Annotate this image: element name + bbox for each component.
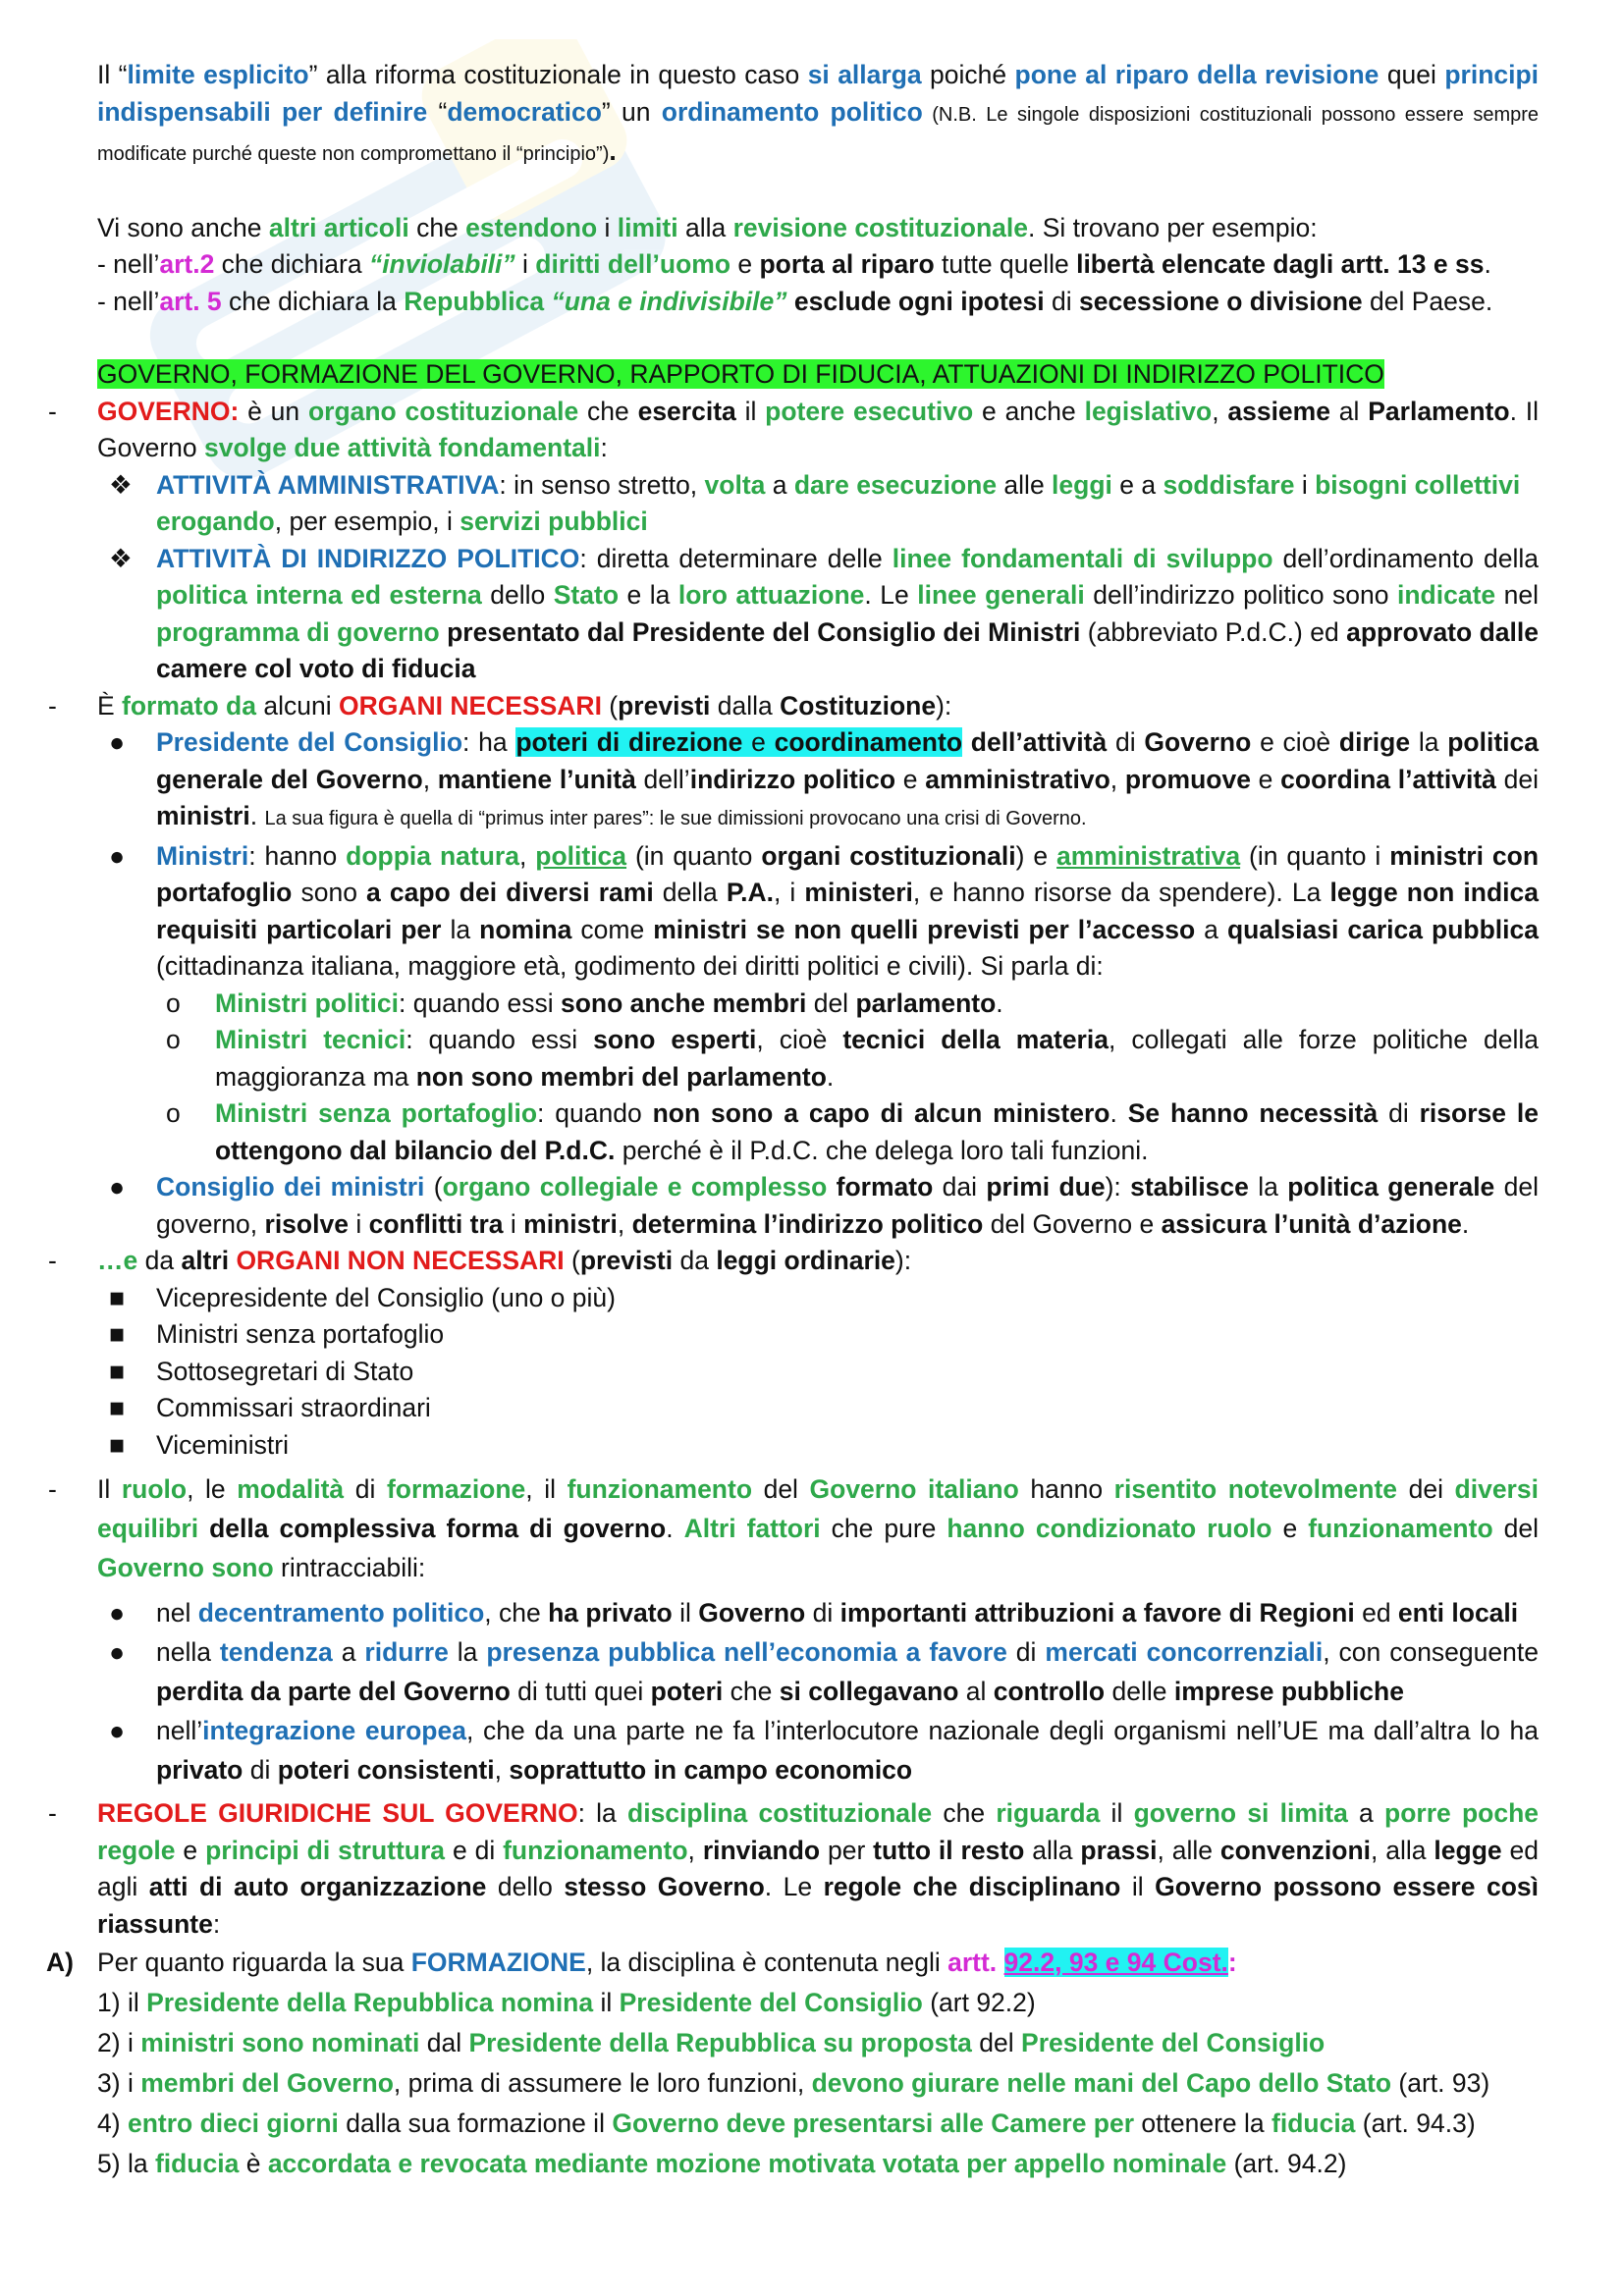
ministri-tecnici-item: o Ministri tecnici: quando essi sono esperti, cioè tecnici della materia, collegati alle forze politiche della maggioranza ma non sono membri del parlamento. [97,1022,1539,1095]
diamond-bullet-icon: ❖ [109,543,133,573]
square-bullet-icon: ■ [109,1282,126,1312]
square-bullet-icon: ■ [109,1429,126,1460]
dot-bullet-icon: ● [109,1172,126,1201]
dot-bullet-icon: ● [109,727,126,757]
ministri-politici-item: o Ministri politici: quando essi sono anche membri del parlamento. [97,986,1539,1023]
formazione-punto-4: 4) entro dieci giorni dalla sua formazione il Governo deve presentarsi alle Camere per ottenere la fiducia (art. 94.3) [97,2109,1476,2138]
dot-bullet-icon: ● [109,1637,126,1667]
art2-line: - nell’art.2 che dichiara “inviolabili” i diritti dell’uomo e porta al riparo tutte quelle libertà elencate dagli artt. 13 e ss. [97,249,1491,279]
ruolo-item: - Il ruolo, le modalità di formazione, il funzionamento del Governo italiano hanno risentito notevolmente dei diversi equilibri della complessiva forma di governo. Altri fattori che pure hanno condizionato ruolo e funzionamento del Governo sono rintracciabili: [48,1474,1539,1582]
attivita-indirizzo-politico: ❖ ATTIVITÀ DI INDIRIZZO POLITICO: diretta determinare delle linee fondamentali di sviluppo dell’ordinamento della politica interna ed esterna dello Stato e la loro attuazione. Le linee generali dell’indirizzo politico sono indicate nel programma di governo presentato dal Presidente del Consiglio dei Ministri (abbreviato P.d.C.) ed approvato dalle camere col voto di fiducia [97,541,1539,688]
section-heading: GOVERNO, FORMAZIONE DEL GOVERNO, RAPPORTO DI FIDUCIA, ATTUAZIONI DI INDIRIZZO POLITICO [97,359,1384,389]
list-item: ■ Sottosegretari di Stato [97,1354,1539,1391]
square-bullet-icon: ■ [109,1356,126,1386]
fattore-integrazione-europea: ● nell’integrazione europea, che da una parte ne fa l’interlocutore nazionale degli organismi nell’UE ma dall’altra lo ha privato di poteri consistenti, soprattutto in campo economico [97,1711,1539,1789]
regole-item: - REGOLE GIURIDICHE SUL GOVERNO: la disciplina costituzionale che riguarda il governo si limita a porre poche regole e principi di struttura e di funzionamento, rinviando per tutto il resto alla prassi, alle convenzioni, alla legge ed agli atti di auto organizzazione dello stesso Governo. Le regole che disciplinano il Governo possono essere così riassunte: [48,1798,1540,1939]
presidente-consiglio-item: ● Presidente del Consiglio: ha poteri di direzione e coordinamento dell’attività di Governo e cioè dirige la politica generale del Governo, mantiene l’unità dell’indirizzo politico e amministrativo, promuove e coordina l’attività dei ministri. La sua figura è quella di “primus inter pares”: le sue dimissioni provocano una crisi di Governo. [97,724,1539,838]
ministri-item: ● Ministri: hanno doppia natura, politica (in quanto organi costituzionali) e amministrativa (in quanto i ministri con portafoglio sono a capo dei diversi rami della P.A., i ministeri, e hanno risorse da spendere). La legge non indica requisiti particolari per la nomina come ministri se non quelli previsti per l’accesso a qualsiasi carica pubblica (cittadinanza italiana, maggiore età, godimento dei diritti politici e civili). Si parla di: [97,838,1539,986]
limits-paragraph: Vi sono anche altri articoli che estendono i limiti alla revisione costituzionale. Si trovano per esempio: [97,212,1318,242]
dot-bullet-icon: ● [109,1716,126,1745]
intro-paragraph: Il “limite esplicito” alla riforma costituzionale in questo caso si allarga poiché pone al riparo della revisione quei principi indispensabili per definire “democratico” un ordinamento politico (N.B. Le singole disposizioni costituzionali possono essere sempre modificate purché queste non compromettano il “principio”). [97,60,1540,166]
diamond-bullet-icon: ❖ [109,469,133,500]
list-item: ■ Commissari straordinari [97,1390,1539,1427]
dot-bullet-icon: ● [109,840,126,871]
circle-bullet-icon: o [166,988,181,1018]
organi-non-necessari-item: - …e da altri ORGANI NON NECESSARI (previsti da leggi ordinarie): [48,1246,912,1275]
document-page [46,57,1540,2184]
list-item: ■ Ministri senza portafoglio [97,1316,1539,1354]
organi-necessari-item: - È formato da alcuni ORGANI NECESSARI (previsti dalla Costituzione): [48,690,952,721]
fattore-tendenza: ● nella tendenza a ridurre la presenza pubblica nell’economia a favore di mercati concorrenziali, con conseguente perdita da parte del Governo di tutti quei poteri che si collegavano al controllo delle imprese pubbliche [97,1632,1539,1711]
art5-line: - nell’art. 5 che dichiara la Repubblica “una e indivisibile” esclude ogni ipotesi di secessione o divisione del Paese. [97,286,1493,316]
formazione-punto-5: 5) la fiducia è accordata e revocata mediante mozione motivata votata per appello nominale (art. 94.2) [97,2149,1347,2178]
circle-bullet-icon: o [166,1025,181,1054]
consiglio-ministri-item: ● Consiglio dei ministri (organo collegiale e complesso formato dai primi due): stabilisce la politica generale del governo, risolve i conflitti tra i ministri, determina l’indirizzo politico del Governo e assicura l’unità d’azione. [97,1169,1539,1243]
list-item: ■ Vicepresidente del Consiglio (uno o più) [97,1280,1539,1317]
formazione-punto-1: 1) il Presidente della Repubblica nomina il Presidente del Consiglio (art 92.2) [97,1988,1036,2017]
governo-item: - GOVERNO: è un organo costituzionale che esercita il potere esecutivo e anche legislativo, assieme al Parlamento. Il Governo svolge due attività fondamentali: [48,396,1539,462]
square-bullet-icon: ■ [109,1393,126,1422]
formazione-item: A) Per quanto riguarda la sua FORMAZIONE, la disciplina è contenuta negli artt. 92.2, 93 e 94 Cost.: [46,1948,1237,1977]
list-item: ■ Viceministri [97,1427,1539,1465]
formazione-punto-2: 2) i ministri sono nominati dal Presidente della Repubblica su proposta del Presidente del Consiglio [97,2028,1325,2057]
attivita-amministrativa: ❖ ATTIVITÀ AMMINISTRATIVA: in senso stretto, volta a dare esecuzione alle leggi e a soddisfare i bisogni collettivi erogando, per esempio, i servizi pubblici [97,467,1539,541]
dot-bullet-icon: ● [109,1598,126,1628]
formazione-punto-3: 3) i membri del Governo, prima di assumere le loro funzioni, devono giurare nelle mani del Capo dello Stato (art. 93) [97,2068,1490,2098]
square-bullet-icon: ■ [109,1319,126,1349]
fattore-decentramento: ● nel decentramento politico, che ha privato il Governo di importanti attribuzioni a favore di Regioni ed enti locali [97,1593,1539,1632]
circle-bullet-icon: o [166,1098,181,1128]
ministri-senza-portafoglio-item: o Ministri senza portafoglio: quando non sono a capo di alcun ministero. Se hanno necessità di risorse le ottengono dal bilancio del P.d.C. perché è il P.d.C. che delega loro tali funzioni. [97,1095,1539,1169]
